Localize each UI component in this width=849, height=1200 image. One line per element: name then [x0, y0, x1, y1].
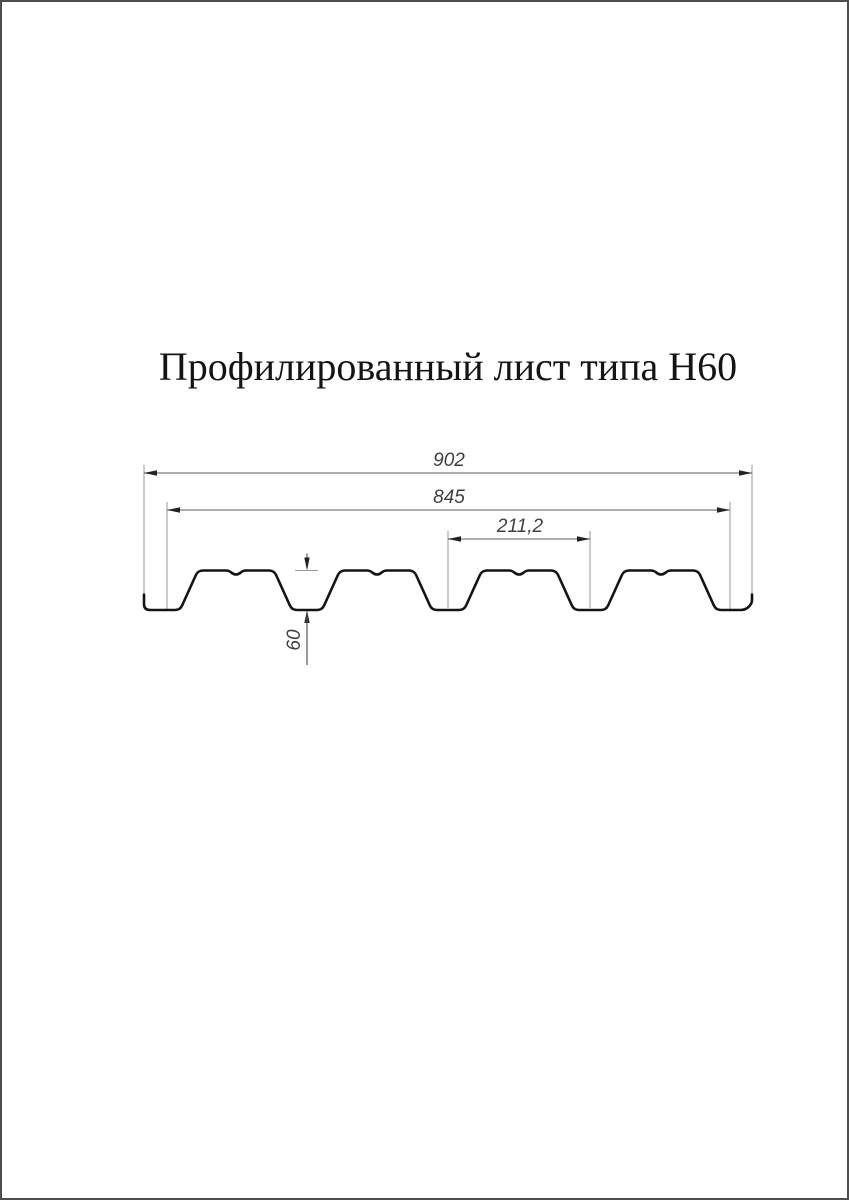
dim-60-arrow-top — [304, 558, 309, 571]
dim-845-arrow-left — [167, 507, 180, 512]
dim-211-arrow-left — [448, 536, 461, 541]
drawing-title: Профилированный лист типа Н60 — [158, 344, 738, 389]
dim-902-arrow-right — [739, 470, 752, 475]
dim-845-label: 845 — [433, 487, 465, 508]
dim-902-arrow-left — [144, 470, 157, 475]
dim-845-arrow-right — [717, 507, 730, 512]
dim-rib-pitch-group — [448, 516, 590, 608]
technical-drawing-svg — [2, 2, 849, 1200]
dim-211-label: 211,2 — [496, 516, 544, 537]
dim-211-arrow-right — [577, 536, 590, 541]
dim-60-label: 60 — [284, 629, 305, 651]
dim-902-label: 902 — [433, 450, 465, 471]
